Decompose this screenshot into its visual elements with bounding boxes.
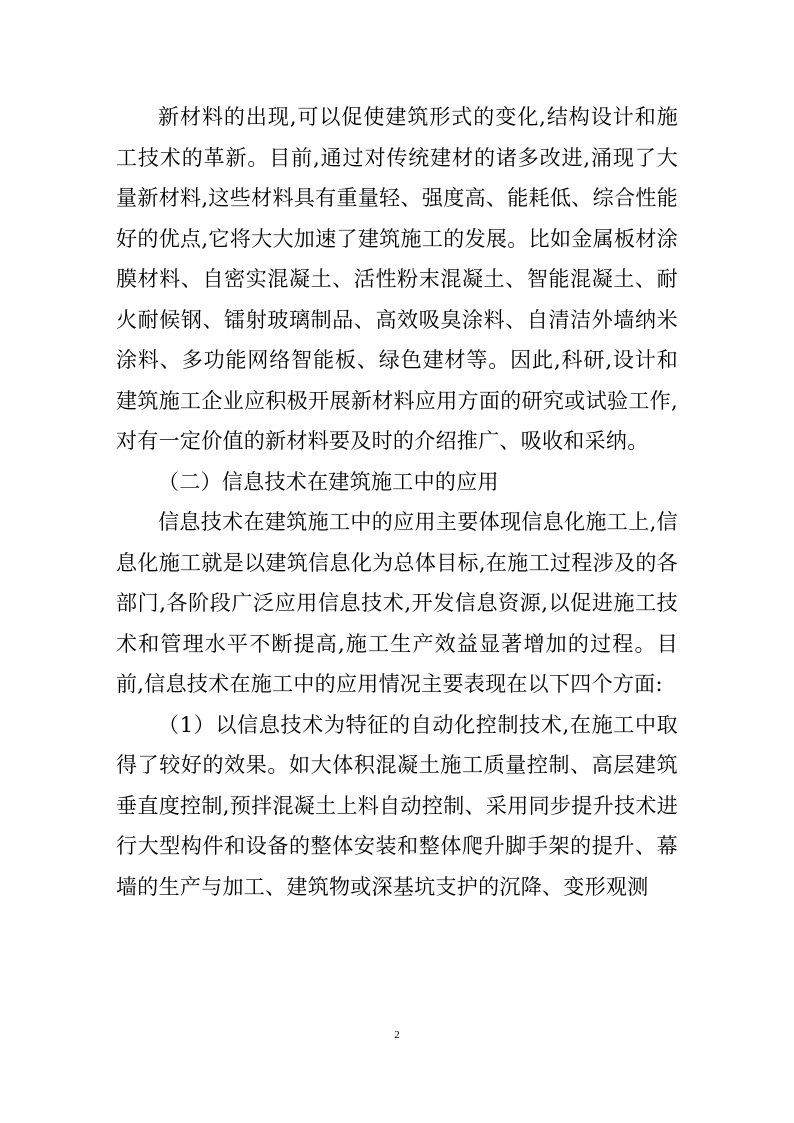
section-heading-information-technology: （二）信息技术在建筑施工中的应用 [158, 469, 499, 494]
body-text [116, 97, 678, 907]
paragraph-new-materials: 新材料的出现,可以促使建筑形式的变化,结构设计和施工技术的革新。目前,通过对传统建材的诸多改进,涌现了大量新材料,这些材料具有重量轻、强度高、能耗低、综合性能好的优点,它将大大加速了建筑施工的发展。比如金属板材涂膜材料、自密实混凝土、活性粉末混凝土、智能混凝土、耐火耐候钢、镭射玻璃制品、高效吸臭涂料、自清洁外墙纳米涂料、多功能网络智能板、绿色建材等。因此,科研,设计和建筑施工企业应积极开展新材料应用方面的研究或试验工作,对有一定价值的新材料要及时的介绍推广、吸收和采纳。 [116, 105, 678, 453]
page-number: 2 [394, 1029, 400, 1041]
paragraph-automation-control: （1）以信息技术为特征的自动化控制技术,在施工中取得了较好的效果。如大体积混凝土施工质量控制、高层建筑垂直度控制,预拌混凝土上料自动控制、采用同步提升技术进行大型构件和设备的整体安装和整体爬升脚手架的提升、幕墙的生产与加工、建筑物或深基坑支护的沉降、变形观测 [116, 712, 678, 899]
paragraph-information-construction: 信息技术在建筑施工中的应用主要体现信息化施工上,信息化施工就是以建筑信息化为总体目标,在施工过程涉及的各部门,各阶段广泛应用信息技术,开发信息资源,以促进施工技术和管理水平不断提高,施工生产效益显著增加的过程。目前,信息技术在施工中的应用情况主要表现在以下四个方面: [116, 510, 678, 696]
